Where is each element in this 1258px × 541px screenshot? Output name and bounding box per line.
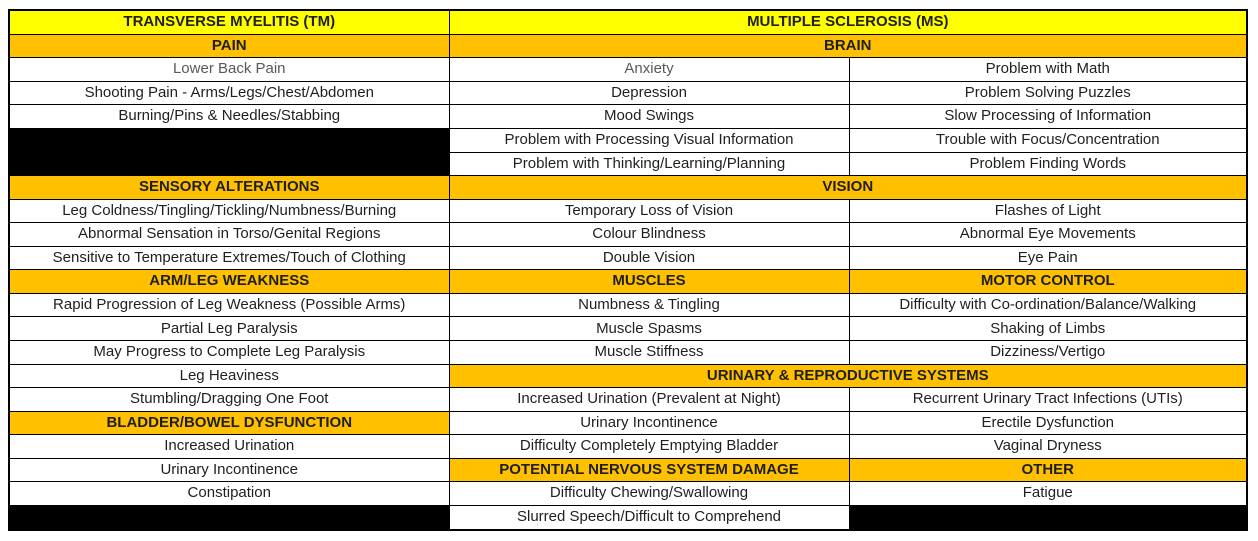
section-header-potential-nervous-system-damage: POTENTIAL NERVOUS SYSTEM DAMAGE: [449, 458, 849, 482]
filler-cell: [9, 152, 449, 176]
column-title-multiple-sclerosis-ms: MULTIPLE SCLEROSIS (MS): [449, 10, 1247, 34]
symptom-cell-sensitive-to-temperature-extremes-touch-of-clothing: Sensitive to Temperature Extremes/Touch of Clothing: [9, 246, 449, 270]
table-row: [9, 411, 1247, 435]
symptom-cell-recurrent-urinary-tract-infections-utis: Recurrent Urinary Tract Infections (UTIs): [849, 388, 1247, 412]
symptom-cell-numbness-tingling: Numbness & Tingling: [449, 293, 849, 317]
symptom-cell-increased-urination-prevalent-at-night: Increased Urination (Prevalent at Night): [449, 388, 849, 412]
table-row: [9, 388, 1247, 412]
table-row: [9, 176, 1247, 200]
table-row: [9, 58, 1247, 82]
symptom-cell-constipation: Constipation: [9, 482, 449, 506]
section-header-urinary-reproductive-systems: URINARY & REPRODUCTIVE SYSTEMS: [449, 364, 1247, 388]
symptom-cell-eye-pain: Eye Pain: [849, 246, 1247, 270]
symptom-cell-difficulty-chewing-swallowing: Difficulty Chewing/Swallowing: [449, 482, 849, 506]
symptom-cell-fatigue: Fatigue: [849, 482, 1247, 506]
symptom-cell-may-progress-to-complete-leg-paralysis: May Progress to Complete Leg Paralysis: [9, 341, 449, 365]
symptom-cell-slurred-speech-difficult-to-comprehend: Slurred Speech/Difficult to Comprehend: [449, 505, 849, 530]
symptom-cell-slow-processing-of-information: Slow Processing of Information: [849, 105, 1247, 129]
comparison-table: [8, 9, 1248, 531]
section-header-other: OTHER: [849, 458, 1247, 482]
symptom-cell-depression: Depression: [449, 81, 849, 105]
symptom-cell-difficulty-completely-emptying-bladder: Difficulty Completely Emptying Bladder: [449, 435, 849, 459]
table-row: [9, 505, 1247, 530]
symptom-cell-abnormal-sensation-in-torso-genital-regions: Abnormal Sensation in Torso/Genital Regions: [9, 223, 449, 247]
section-header-bladder-bowel-dysfunction: BLADDER/BOWEL DYSFUNCTION: [9, 411, 449, 435]
symptom-cell-mood-swings: Mood Swings: [449, 105, 849, 129]
symptom-cell-burning-pins-needles-stabbing: Burning/Pins & Needles/Stabbing: [9, 105, 449, 129]
section-header-pain: PAIN: [9, 34, 449, 58]
comparison-table-body: [9, 10, 1247, 530]
symptom-cell-abnormal-eye-movements: Abnormal Eye Movements: [849, 223, 1247, 247]
symptom-cell-leg-coldness-tingling-tickling-numbness-burning: Leg Coldness/Tingling/Tickling/Numbness/Burning: [9, 199, 449, 223]
table-row: [9, 246, 1247, 270]
table-row: [9, 34, 1247, 58]
symptom-cell-stumbling-dragging-one-foot: Stumbling/Dragging One Foot: [9, 388, 449, 412]
table-row: [9, 317, 1247, 341]
table-row: [9, 341, 1247, 365]
symptom-cell-problem-with-processing-visual-information: Problem with Processing Visual Information: [449, 128, 849, 152]
symptom-cell-lower-back-pain: Lower Back Pain: [9, 58, 449, 82]
section-header-arm-leg-weakness: ARM/LEG WEAKNESS: [9, 270, 449, 294]
symptom-cell-difficulty-with-co-ordination-balance-walking: Difficulty with Co-ordination/Balance/Walking: [849, 293, 1247, 317]
symptom-cell-temporary-loss-of-vision: Temporary Loss of Vision: [449, 199, 849, 223]
symptom-cell-flashes-of-light: Flashes of Light: [849, 199, 1247, 223]
section-header-motor-control: MOTOR CONTROL: [849, 270, 1247, 294]
symptom-cell-shooting-pain-arms-legs-chest-abdomen: Shooting Pain - Arms/Legs/Chest/Abdomen: [9, 81, 449, 105]
filler-cell: [9, 128, 449, 152]
table-row: [9, 152, 1247, 176]
filler-cell: [849, 505, 1247, 530]
symptom-cell-colour-blindness: Colour Blindness: [449, 223, 849, 247]
symptom-cell-rapid-progression-of-leg-weakness-possible-arms: Rapid Progression of Leg Weakness (Possible Arms): [9, 293, 449, 317]
table-row: [9, 293, 1247, 317]
section-header-sensory-alterations: SENSORY ALTERATIONS: [9, 176, 449, 200]
symptom-cell-dizziness-vertigo: Dizziness/Vertigo: [849, 341, 1247, 365]
table-row: [9, 223, 1247, 247]
symptom-cell-shaking-of-limbs: Shaking of Limbs: [849, 317, 1247, 341]
symptom-cell-urinary-incontinence: Urinary Incontinence: [449, 411, 849, 435]
symptom-cell-vaginal-dryness: Vaginal Dryness: [849, 435, 1247, 459]
table-row: [9, 364, 1247, 388]
symptom-cell-trouble-with-focus-concentration: Trouble with Focus/Concentration: [849, 128, 1247, 152]
table-row: [9, 270, 1247, 294]
symptom-cell-partial-leg-paralysis: Partial Leg Paralysis: [9, 317, 449, 341]
table-row: [9, 81, 1247, 105]
symptom-cell-anxiety: Anxiety: [449, 58, 849, 82]
table-row: [9, 435, 1247, 459]
table-row: [9, 105, 1247, 129]
symptom-cell-muscle-stiffness: Muscle Stiffness: [449, 341, 849, 365]
symptom-cell-problem-solving-puzzles: Problem Solving Puzzles: [849, 81, 1247, 105]
symptom-cell-problem-with-thinking-learning-planning: Problem with Thinking/Learning/Planning: [449, 152, 849, 176]
table-row: [9, 482, 1247, 506]
symptom-cell-muscle-spasms: Muscle Spasms: [449, 317, 849, 341]
table-row: [9, 199, 1247, 223]
symptom-cell-double-vision: Double Vision: [449, 246, 849, 270]
section-header-muscles: MUSCLES: [449, 270, 849, 294]
symptom-cell-problem-with-math: Problem with Math: [849, 58, 1247, 82]
symptom-comparison-table: [8, 9, 1248, 531]
column-title-transverse-myelitis-tm: TRANSVERSE MYELITIS (TM): [9, 10, 449, 34]
symptom-cell-leg-heaviness: Leg Heaviness: [9, 364, 449, 388]
filler-cell: [9, 505, 449, 530]
symptom-cell-increased-urination: Increased Urination: [9, 435, 449, 459]
table-row: [9, 128, 1247, 152]
section-header-brain: BRAIN: [449, 34, 1247, 58]
table-row: [9, 10, 1247, 34]
symptom-cell-problem-finding-words: Problem Finding Words: [849, 152, 1247, 176]
symptom-cell-urinary-incontinence: Urinary Incontinence: [9, 458, 449, 482]
section-header-vision: VISION: [449, 176, 1247, 200]
table-row: [9, 458, 1247, 482]
symptom-cell-erectile-dysfunction: Erectile Dysfunction: [849, 411, 1247, 435]
